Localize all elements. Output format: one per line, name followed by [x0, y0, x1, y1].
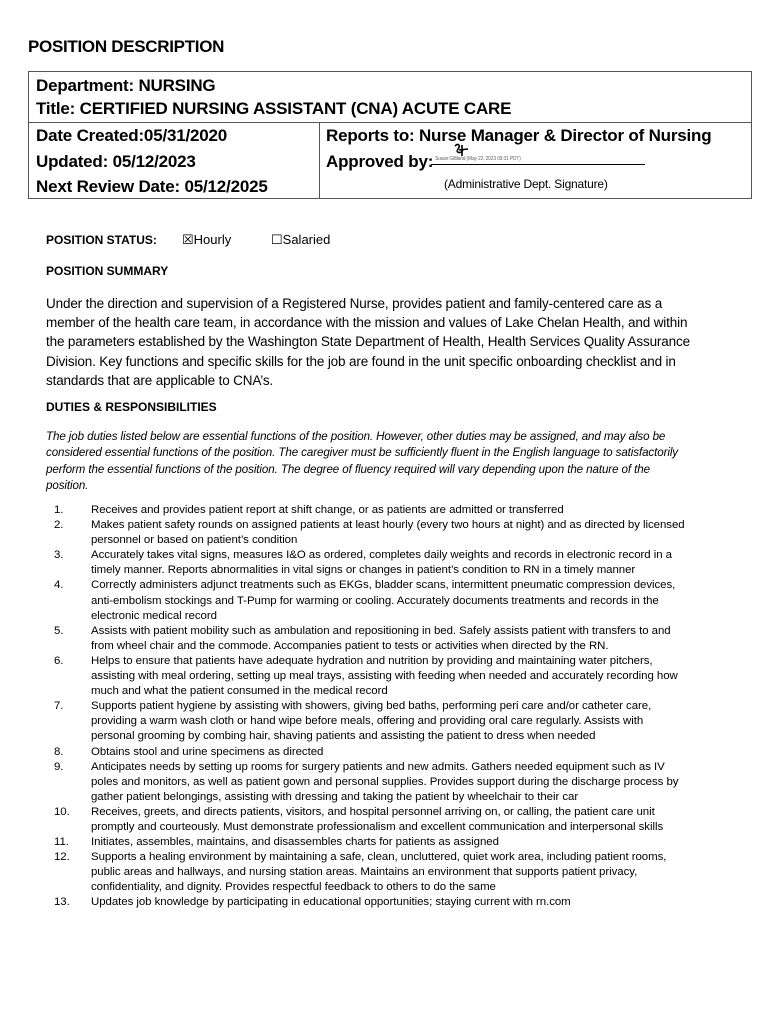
- position-summary-heading: POSITION SUMMARY: [46, 264, 169, 278]
- job-title-label: Title: CERTIFIED NURSING ASSISTANT (CNA) ACUTE CARE: [36, 99, 512, 118]
- signature-caption: (Administrative Dept. Signature): [444, 177, 608, 191]
- list-item: 2. Makes patient safety rounds on assigned patients at least hourly (every two hours at night) and as directed by licensed personnel or based on patient’s condition: [54, 519, 685, 547]
- list-item: 1. Receives and provides patient report at shift change, or as patients are admitted or transferred: [54, 504, 564, 516]
- department-label: Department: NURSING: [36, 76, 216, 95]
- checked-checkbox-icon: ☒: [182, 232, 194, 247]
- position-header-table: [28, 71, 752, 199]
- list-item: 5. Assists with patient mobility such as ambulation and repositioning in bed. Safely assists patient with transfers to and from wheel chair and the commode. Accompanies patient to tests or activities when directed by the RN.: [54, 624, 671, 652]
- list-item: 11. Initiates, assembles, maintains, and disassembles charts for patients as assigned: [54, 836, 499, 849]
- list-item: 9. Anticipates needs by setting up rooms for surgery patients and new admits. Gathers needed equipment such as IV poles and monitors, as well as patient gown and personal supplies. Provides support during the discharge process by gather patient belongings, assisting with dressing and taking the patient by wheelchair to their car: [54, 760, 679, 803]
- document-title: POSITION DESCRIPTION: [28, 37, 225, 56]
- list-item: 13. Updates job knowledge by participating in educational opportunities; staying current with rn.com: [54, 896, 571, 909]
- date-updated: Updated: 05/12/2023: [36, 152, 196, 171]
- approved-by-label: Approved by:: [326, 152, 434, 171]
- duties-heading: DUTIES & RESPONSIBILITIES: [46, 400, 217, 414]
- position-summary-text: Under the direction and supervision of a Registered Nurse, provides patient and family-centered care as a member of the health care team, in accordance with the mission and values of Lake Chelan Health, and within the parameters established by the Washington State Department of Health, Health Services Quality Assurance Division. Key functions and specific skills for the job are found in the unit specific onboarding checklist and in standards that are applicable to CNA’s.: [46, 296, 690, 388]
- reports-to: Reports to: Nurse Manager & Director of Nursing: [326, 126, 712, 145]
- hourly-label: Hourly: [193, 232, 232, 247]
- salaried-option: [271, 232, 330, 248]
- list-item: 3. Accurately takes vital signs, measures I&O as ordered, completes daily weights and records in electronic record in a timely manner. Reports abnormalities in vital signs or changes in patient’s condition to RN in a timely manner: [54, 549, 672, 577]
- header-dates-cell: [29, 122, 320, 198]
- header-approval-cell: [319, 122, 751, 198]
- signature-stamp: Susan Gilliland (May 22, 2023 09:31 PDT): [435, 156, 521, 162]
- next-review-date: Next Review Date: 05/12/2025: [36, 177, 268, 196]
- list-item: 4. Correctly administers adjunct treatments such as EKGs, bladder scans, intermittent pneumatic compression devices, anti-embolism stockings and T-Pump for warming or cooling. Accurately documents treatments and records in the electronic medical record: [54, 579, 676, 622]
- position-status: [46, 232, 331, 247]
- signature-line: [431, 164, 645, 165]
- salaried-label: Salaried: [282, 232, 331, 247]
- list-item: 10. Receives, greets, and directs patients, visitors, and hospital personnel arriving on, or calling, the patient care unit promptly and courteously. Must demonstrate professionalism and excellent communication and interpersonal skills: [54, 805, 664, 833]
- duties-list: [46, 503, 686, 911]
- unchecked-checkbox-icon: ☐: [271, 232, 283, 247]
- list-item: 12. Supports a healing environment by maintaining a safe, clean, uncluttered, quiet work area, including patient rooms, public areas and hallways, and nursing station areas. Maintains an environment that supports patient privacy, confidentiality, and dignity. Provides respectful feedback to others to do the same: [54, 851, 667, 894]
- list-item: 6. Helps to ensure that patients have adequate hydration and nutrition by providing and maintaining water pitchers, assisting with meal ordering, setting up meal trays, assisting with feeding when needed and accurately recording how much and what the patient consumed in the medical record: [54, 654, 678, 698]
- position-status-label: POSITION STATUS:: [46, 233, 157, 247]
- hourly-option: [182, 232, 231, 248]
- date-created: Date Created:05/31/2020: [36, 126, 228, 145]
- header-row-department: [29, 72, 751, 123]
- list-item: 8. Obtains stool and urine specimens as directed: [54, 745, 324, 758]
- duties-intro: The job duties listed below are essential functions of the position. However, other duties may be assigned, and may also be considered essential functions of the position. The caregiver must be sufficiently fluent in the English language to satisfactorily perform the essential functions of the position. The degree of fluency required will vary depending upon the nature of the position.: [46, 430, 679, 493]
- list-item: 7. Supports patient hygiene by assisting with showers, giving bed baths, performing peri care and/or catheter care, providing a warm wash cloth or hand wipe before meals, offering and providing oral care regularly. Assists with personal grooming by combing hair, shaving patients and assisting the patient to dress when needed: [54, 700, 652, 743]
